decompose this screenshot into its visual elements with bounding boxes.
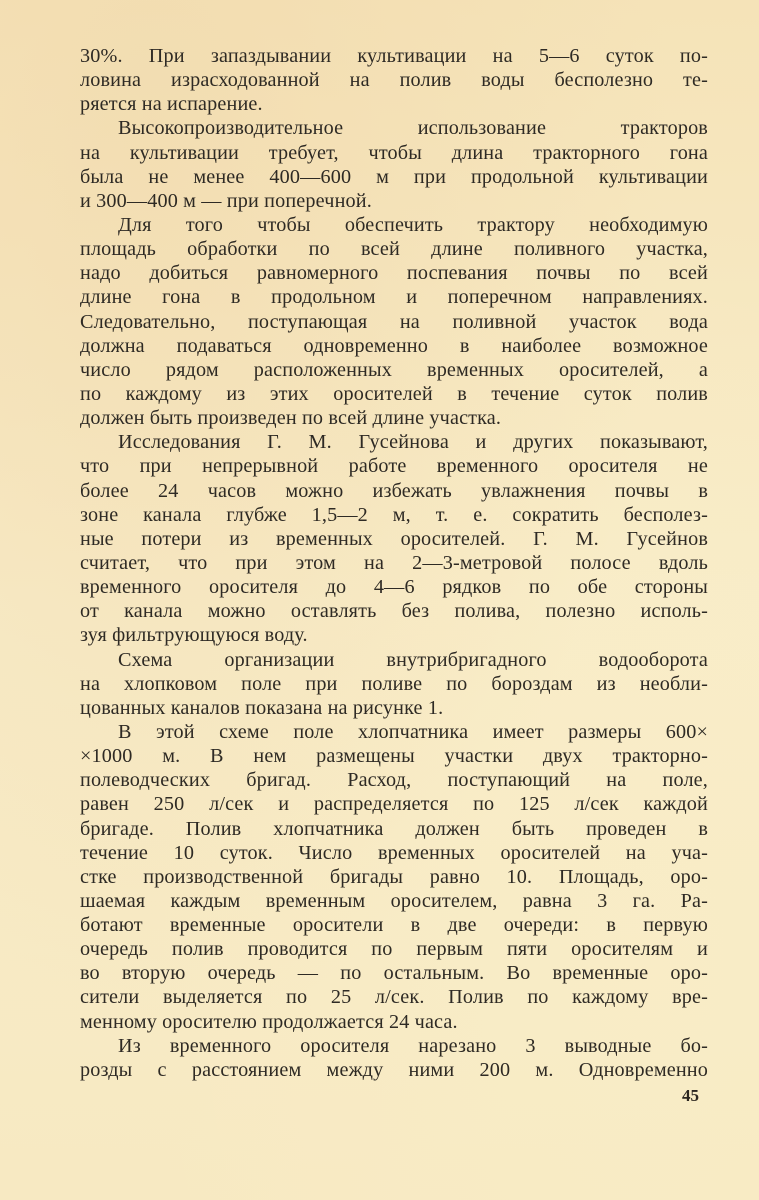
text-line: стке производственной бригады равно 10. Площадь, оро- [80,865,708,888]
paragraph-4 [80,430,708,647]
text-line: длине гона в продольном и поперечном направлениях. [80,286,708,309]
text-line: на культивации требует, чтобы длина тракторного гона [80,141,708,164]
text-line: надо добиться равномерного поспевания почвы по всей [80,262,708,285]
text-line: и 300—400 м — при поперечной. [80,189,372,212]
text-line: должна подаваться одновременно в наиболее возможное [80,334,708,357]
text-line: была не менее 400—600 м при продольной культивации [80,165,708,188]
paragraph-2 [80,116,708,213]
text-line: 30%. При запаздывании культивации на 5—6 суток по- [80,45,708,67]
text-line: Из временного оросителя нарезано 3 выводные бо- [118,1034,708,1057]
text-line: ряется на испарение. [80,93,263,116]
text-line: Следовательно, поступающая на поливной участок вода [80,310,708,333]
page-number: 45 [682,1086,699,1105]
text-line: площадь обработки по всей длине поливного участка, [80,238,708,261]
text-line: ные потери из временных оросителей. Г. М. Гусейнов [80,527,708,550]
text-line: менному оросителю продолжается 24 часа. [80,1010,458,1033]
text-line: ловина израсходованной на полив воды бесполезно те- [80,69,708,92]
paragraph-5 [80,648,708,720]
text-line: временного оросителя до 4—6 рядков по обе стороны [80,576,708,599]
text-line: Для того чтобы обеспечить трактору необходимую [118,213,708,236]
text-line: полеводческих бригад. Расход, поступающий на поле, [80,769,708,792]
text-line: число рядом расположенных временных оросителей, а [80,358,708,381]
page-body [80,44,708,1082]
text-line: на хлопковом поле при поливе по бороздам из необли- [80,672,708,695]
text-line: ботают временные оросители в две очереди: в первую [80,914,708,937]
paragraph-1 [80,44,708,116]
text-line: по каждому из этих оросителей в течение суток полив [80,382,708,405]
text-line: цованных каналов показана на рисунке 1. [80,696,444,719]
paragraph-6 [80,720,708,1034]
text-line: более 24 часов можно избежать увлажнения почвы в [80,479,708,502]
text-line: бригаде. Полив хлопчатника должен быть проведен в [80,817,708,840]
paragraph-7 [80,1034,708,1082]
text-line: ×1000 м. В нем размещены участки двух тракторно- [80,745,708,768]
text-line: сители выделяется по 25 л/сек. Полив по каждому вре- [80,986,708,1009]
text-line: должен быть произведен по всей длине участка. [80,407,502,430]
text-line: шаемая каждым временным оросителем, равна 3 га. Ра- [80,889,708,912]
text-line: во вторую очередь — по остальным. Во временные оро- [80,962,708,985]
text-line: что при непрерывной работе временного оросителя не [80,455,708,478]
text-line: В этой схеме поле хлопчатника имеет размеры 600× [118,720,708,743]
text-line: Высокопроизводительное использование тракторов [118,117,708,140]
text-line: зоне канала глубже 1,5—2 м, т. е. сократить бесполез- [80,503,708,526]
text-line: течение 10 суток. Число временных оросителей на уча- [80,841,708,864]
text-line: от канала можно оставлять без полива, полезно исполь- [80,600,708,623]
text-line: считает, что при этом на 2—3-метровой полосе вдоль [80,551,708,574]
text-line: Схема организации внутрибригадного водооборота [118,648,708,671]
paragraph-3 [80,213,708,430]
text-line: Исследования Г. М. Гусейнова и других показывают, [118,431,708,454]
text-line: равен 250 л/сек и распределяется по 125 л/сек каждой [80,793,708,816]
text-line: розды с расстоянием между ними 200 м. Одновременно [80,1058,708,1081]
text-line: очередь полив проводится по первым пяти оросителям и [80,938,708,961]
text-line: зуя фильтрующуюся воду. [80,624,308,647]
